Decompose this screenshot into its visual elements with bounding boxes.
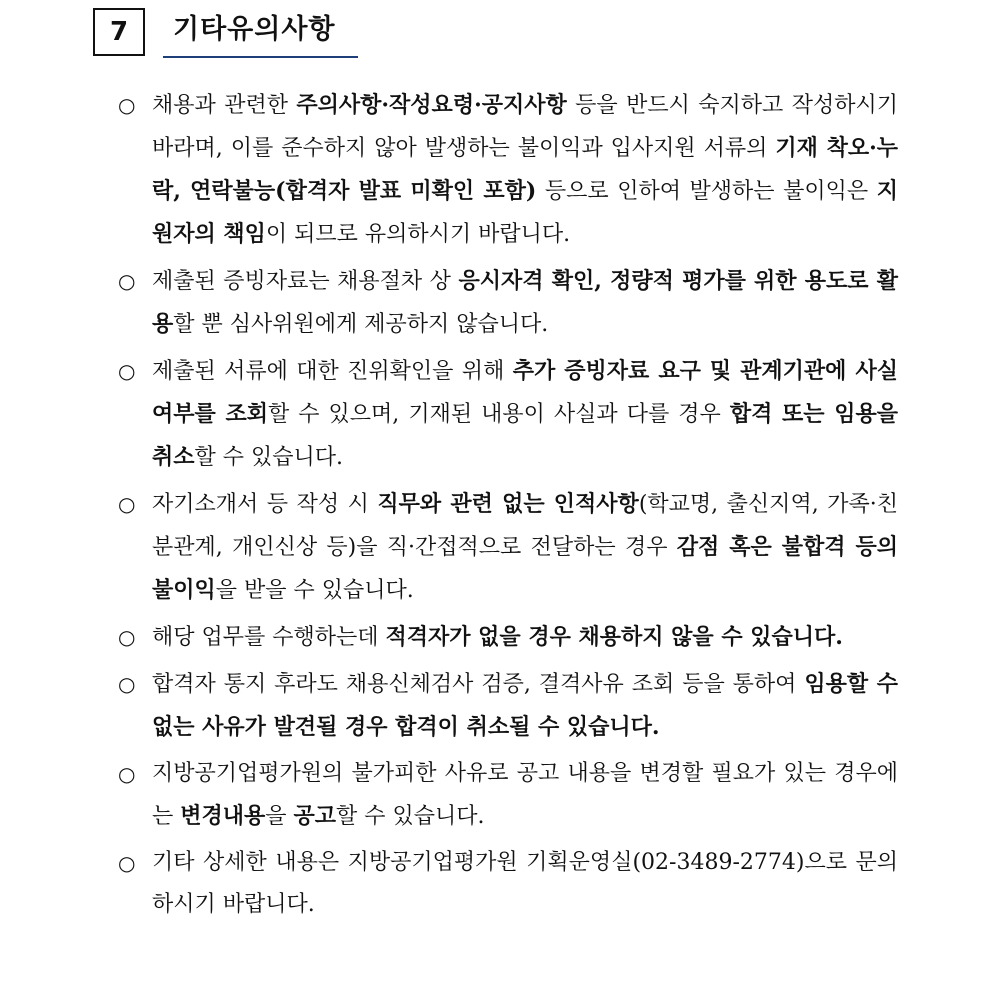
notice-item xyxy=(118,663,898,749)
notice-text-part: 채용과 관련한 xyxy=(152,93,297,118)
notice-text-part: 등을 반드시 숙지하고 작성하시기 바라며, 이를 준수하지 않아 발생하는 불이익과 입사지원 서류의 xyxy=(152,93,898,161)
notice-text-part: 해당 업무를 수행하는데 xyxy=(152,625,386,650)
notice-text-part: 지방공기업평가원의 불가피한 사유로 공고 내용을 변경할 필요가 있는 경우에는 xyxy=(152,761,898,829)
bullet-circle-icon: ○ xyxy=(118,359,136,383)
notice-text xyxy=(152,761,898,829)
notice-item xyxy=(118,84,898,256)
notice-text-part: (학교명, 출신지역, 가족·친분관계, 개인신상 등)을 직·간접적으로 전달하는 경우 xyxy=(152,492,898,560)
notice-item xyxy=(118,842,898,926)
title-underline xyxy=(163,56,358,58)
section-title: 기타유의사항 xyxy=(173,14,336,45)
notice-item xyxy=(118,260,898,346)
notice-text-part: 자기소개서 등 작성 시 xyxy=(152,492,378,517)
section-header xyxy=(93,8,363,58)
notice-item xyxy=(118,350,898,479)
notice-text-part: 기타 상세한 내용은 지방공기업평가원 기획운영실(02-3489-2774)으로 문의하시기 바랍니다. xyxy=(152,850,898,917)
bullet-circle-icon: ○ xyxy=(118,492,136,516)
bullet-circle-icon: ○ xyxy=(118,672,136,696)
notice-text-bold: 추가 증빙자료 요구 및 관계기관에 사실여부를 조회 xyxy=(152,358,898,427)
bullet-circle-icon: ○ xyxy=(118,762,136,786)
notice-text xyxy=(152,269,898,337)
notice-text-part: 제출된 서류에 대한 진위확인을 위해 xyxy=(152,359,513,384)
notice-text-part: 합격자 통지 후라도 채용신체검사 검증, 결격사유 조회 등을 통하여 xyxy=(152,672,805,697)
bullet-circle-icon: ○ xyxy=(118,269,136,293)
notice-text-bold: 기재 착오·누락, 연락불능(합격자 발표 미확인 포함) xyxy=(152,135,898,204)
notice-text-part: 할 수 있으며, 기재된 내용이 사실과 다를 경우 xyxy=(267,402,730,427)
notice-text-part: 제출된 증빙자료는 채용절차 상 xyxy=(152,269,459,294)
notice-text-part: 을 받을 수 있습니다. xyxy=(215,578,414,603)
notice-list xyxy=(118,84,898,930)
notice-text-bold: 감점 혹은 불합격 등의 불이익 xyxy=(152,534,899,603)
notice-item xyxy=(118,616,898,659)
notice-text-part: 을 xyxy=(265,804,294,829)
notice-text-part: 할 수 있습니다. xyxy=(336,804,485,829)
bullet-circle-icon: ○ xyxy=(118,625,136,649)
notice-text-bold: 적격자가 없을 경우 채용하지 않을 수 있습니다. xyxy=(385,624,843,650)
notice-text-bold: 직무와 관련 없는 인적사항 xyxy=(377,491,639,517)
notice-text-part: 할 뿐 심사위원에게 제공하지 않습니다. xyxy=(173,312,549,337)
notice-item xyxy=(118,483,898,612)
section-number-box: 7 xyxy=(93,8,145,56)
notice-text xyxy=(152,672,898,740)
notice-text xyxy=(152,492,898,603)
notice-item xyxy=(118,753,898,838)
notice-text-part: 등으로 인하여 발생하는 불이익은 xyxy=(536,179,877,204)
notice-text-part: 이 되므로 유의하시기 바랍니다. xyxy=(265,222,571,247)
notice-text-bold: 지원자의 책임 xyxy=(152,178,898,247)
bullet-circle-icon: ○ xyxy=(118,851,136,875)
notice-text-bold: 임용할 수 없는 사유가 발견될 경우 합격이 취소될 수 있습니다. xyxy=(152,671,898,740)
notice-text xyxy=(152,359,898,470)
notice-text-bold: 변경내용 xyxy=(180,803,266,829)
notice-text xyxy=(152,850,898,917)
notice-text-part: 할 수 있습니다. xyxy=(194,445,344,470)
notice-text-bold: 주의사항·작성요령·공지사항 xyxy=(296,92,567,118)
notice-text xyxy=(152,625,843,650)
bullet-circle-icon: ○ xyxy=(118,93,136,117)
notice-text-bold: 합격 또는 임용을 취소 xyxy=(152,401,898,470)
notice-text-bold: 응시자격 확인, 정량적 평가를 위한 용도로 활용 xyxy=(152,268,899,337)
notice-text-bold: 공고 xyxy=(293,803,337,829)
notice-text xyxy=(152,93,898,247)
